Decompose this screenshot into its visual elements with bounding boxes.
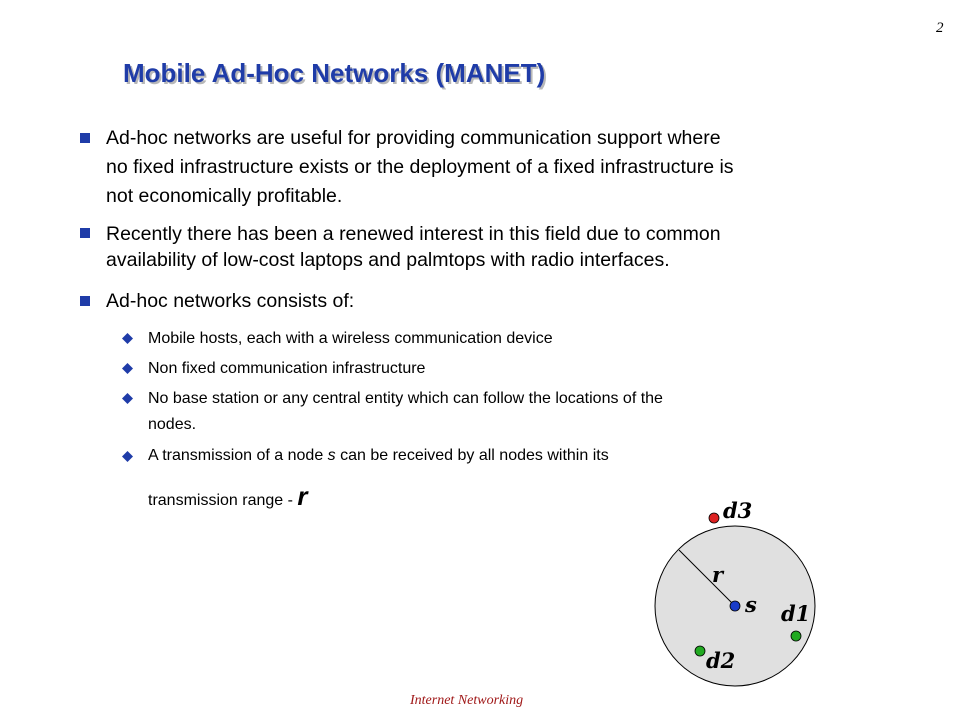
text-segment: can be received by all nodes within its (335, 447, 609, 464)
node-d2 (695, 646, 705, 656)
variable-s: s (327, 447, 336, 464)
node-d1 (791, 631, 801, 641)
sub-bullet-line: nodes. (148, 416, 197, 433)
label-s: s (745, 592, 757, 617)
bullet-line: Recently there has been a renewed interest in this field due to common (106, 223, 721, 245)
label-r: r (712, 562, 724, 587)
slide-title: Mobile Ad-Hoc Networks (MANET) (123, 58, 546, 88)
source-node-s (730, 601, 740, 611)
text-segment: A transmission of a node (148, 447, 328, 464)
sub-bullet-text: Non fixed communication infrastructure (148, 360, 426, 377)
text-segment: transmission range - (148, 492, 298, 509)
bullet-line: not economically profitable. (106, 185, 343, 207)
page-number: 2 (936, 20, 944, 36)
bullet-line: Ad-hoc networks are useful for providing communication support where (106, 127, 721, 149)
footer: Internet Networking (410, 693, 524, 708)
variable-r: r (297, 481, 308, 511)
label-d2: d2 (706, 648, 736, 673)
bullet-line: Ad-hoc networks consists of: (106, 290, 355, 312)
sub-bullet-line: No base station or any central entity which can follow the locations of the (148, 390, 663, 407)
bullet-line: availability of low-cost laptops and palmtops with radio interfaces. (106, 249, 670, 271)
sub-bullet-text: Mobile hosts, each with a wireless communication device (148, 330, 553, 347)
label-d3: d3 (723, 498, 753, 523)
bullet-line: no fixed infrastructure exists or the deployment of a fixed infrastructure is (106, 156, 734, 178)
node-d3 (709, 513, 719, 523)
label-d1: d1 (781, 601, 811, 626)
